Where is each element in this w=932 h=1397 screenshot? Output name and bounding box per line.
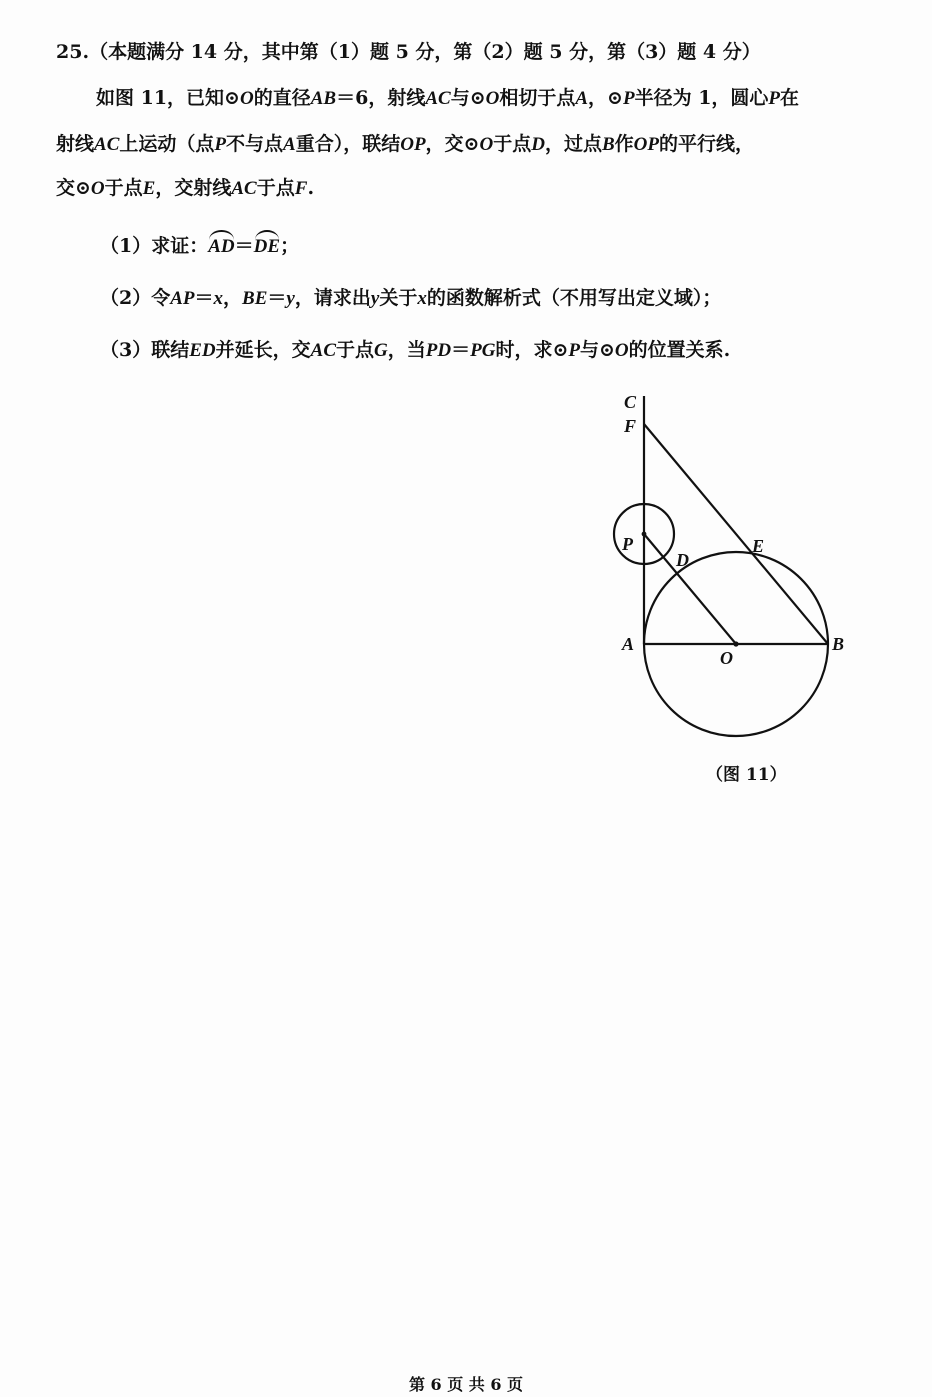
text: 的函数解析式（不用写出定义域）；: [426, 287, 722, 309]
text: 于点: [493, 133, 532, 155]
math: O: [239, 88, 254, 109]
question-3: [100, 336, 730, 365]
label-a: A: [622, 634, 635, 654]
text: ＝: [267, 287, 287, 309]
label-b: B: [832, 634, 845, 654]
text: 射线: [56, 133, 95, 155]
text: 作: [614, 133, 634, 155]
text: ＝: [451, 339, 471, 361]
math: BE: [242, 288, 268, 309]
text: 的平行线，: [659, 133, 755, 155]
text: 在: [780, 87, 800, 109]
text: 半径为 1，圆心: [634, 87, 769, 109]
text: ，⊙: [588, 87, 623, 109]
text: ，交射线: [155, 177, 232, 199]
arc-de: DE: [254, 233, 280, 261]
math: y: [286, 288, 295, 309]
math: A: [575, 88, 589, 109]
text: ，过点: [544, 133, 602, 155]
math: AP: [170, 288, 195, 309]
text: ，当: [387, 339, 426, 361]
text: 并延长，交: [215, 339, 311, 361]
text: 的直径: [253, 87, 311, 109]
math: AC: [231, 178, 257, 199]
statement-line-2: [56, 130, 754, 159]
math: P: [568, 340, 580, 361]
math: B: [601, 134, 615, 155]
text: ，交⊙: [425, 133, 480, 155]
problem-points: （本题满分 14 分，其中第（1）题 5 分，第（2）题 5 分，第（3）题 4 分）: [89, 41, 761, 63]
math: x: [417, 288, 427, 309]
text: 的位置关系.: [628, 339, 731, 361]
math: OP: [633, 134, 659, 155]
text: ＝6，射线: [336, 87, 426, 109]
statement-line-1: [96, 84, 799, 113]
figure-caption: （图 11）: [706, 765, 787, 785]
text: 相切于点: [499, 87, 576, 109]
problem-number: 25.: [56, 41, 90, 63]
math: ED: [189, 340, 216, 361]
center-o-dot: [733, 641, 738, 646]
math: PD: [425, 340, 452, 361]
text: 交⊙: [56, 177, 91, 199]
center-p-dot: [642, 532, 647, 537]
label-e: E: [752, 536, 765, 556]
math: P: [622, 88, 635, 109]
text: ＝: [234, 235, 254, 257]
math: AC: [425, 88, 451, 109]
segment-op: [644, 534, 736, 644]
math: x: [213, 288, 224, 309]
text: 与⊙: [450, 87, 486, 109]
question-1: [100, 232, 299, 261]
math: AB: [310, 88, 337, 109]
text: ，请求出: [294, 287, 371, 309]
math: y: [370, 288, 380, 309]
problem-header: [56, 38, 761, 66]
text: 于点: [336, 339, 375, 361]
math: D: [531, 134, 545, 155]
math: O: [90, 178, 105, 199]
segment-bf: [644, 424, 828, 644]
page-footer: 第 6 页 共 6 页: [408, 1375, 524, 1394]
math: O: [479, 134, 494, 155]
math: P: [768, 88, 781, 109]
label-c: C: [624, 392, 637, 412]
text: 如图 11，已知⊙: [96, 87, 240, 109]
text: ，: [223, 287, 243, 309]
math: PG: [470, 340, 496, 361]
text: 时，求⊙: [495, 339, 569, 361]
text: （2）令: [100, 287, 171, 309]
text: （1）求证：: [100, 235, 209, 257]
math: A: [283, 134, 296, 155]
text: 不与点: [226, 133, 284, 155]
text: （3）联结: [100, 339, 190, 361]
text: 关于: [379, 287, 418, 309]
text: 于点: [104, 177, 143, 199]
label-o: O: [720, 648, 733, 668]
text: 于点: [256, 177, 295, 199]
math: AC: [310, 340, 337, 361]
label-p: P: [622, 534, 633, 554]
text: .: [307, 177, 315, 199]
math: P: [214, 134, 226, 155]
arc-ad: AD: [208, 233, 234, 261]
statement-line-3: [56, 174, 314, 203]
math: O: [614, 340, 629, 361]
text: 与⊙: [579, 339, 615, 361]
math: E: [142, 178, 156, 199]
question-2: [100, 284, 721, 313]
math: AC: [94, 134, 120, 155]
math: G: [374, 340, 388, 361]
math: OP: [400, 134, 426, 155]
label-d: D: [676, 550, 689, 570]
text: ＝: [194, 287, 214, 309]
label-f: F: [624, 416, 637, 436]
geometry-figure: [600, 388, 860, 748]
math: O: [485, 88, 500, 109]
text: 上运动（点: [119, 133, 215, 155]
math: F: [294, 178, 308, 199]
text: ；: [280, 235, 300, 257]
text: 重合），联结: [295, 133, 401, 155]
